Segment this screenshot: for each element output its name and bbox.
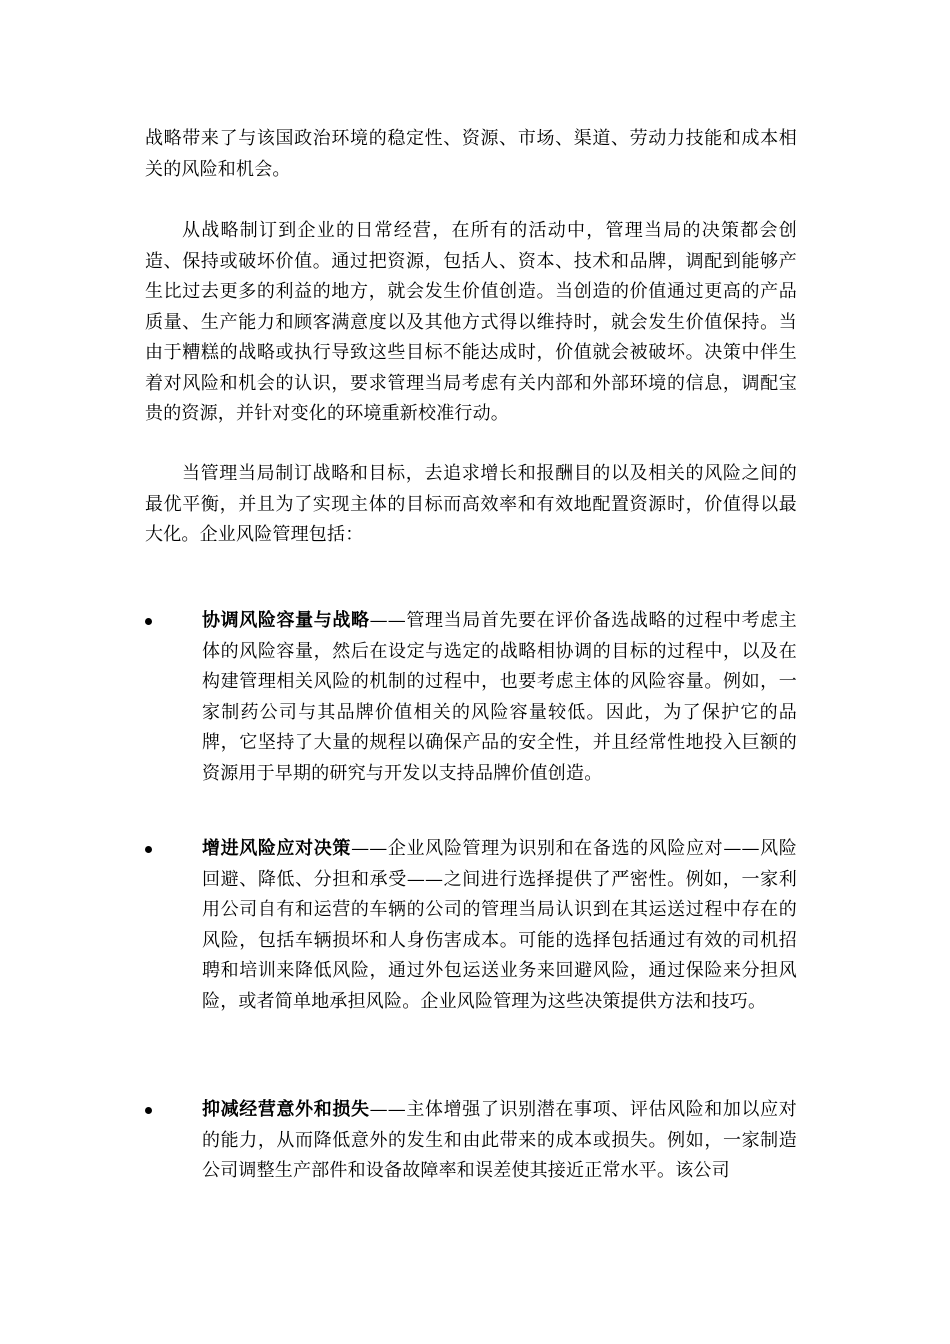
bullet-title: 增进风险应对决策 [202, 838, 352, 859]
bullet-body: ——企业风险管理为识别和在备选的风险应对——风险回避、降低、分担和承受——之间进行选择提供了严密性。例如，一家利用公司自有和运营的车辆的公司的管理当局认识到在其运送过程中存在的风险，包括车辆损坏和人身伤害成本。可能的选择包括通过有效的司机招聘和培训来降低风险，通过外包运送业务来回避风险，通过保险来分担风险，或者简单地承担风险。企业风险管理为这些决策提供方法和技巧。 [202, 838, 797, 1012]
bullet-item-2 [145, 834, 797, 1017]
bullet-body: ——主体增强了识别潜在事项、评估风险和加以应对的能力，从而降低意外的发生和由此带来的成本或损失。例如，一家制造公司调整生产部件和设备故障率和误差使其接近正常水平。该公司 [202, 1099, 797, 1181]
bullet-item-3 [145, 1095, 797, 1187]
bullet-dot-icon [145, 1107, 152, 1114]
paragraph-3: 当管理当局制订战略和目标，去追求增长和报酬目的以及相关的风险之间的最优平衡，并且为了实现主体的目标而高效率和有效地配置资源时，价值得以最大化。企业风险管理包括： [145, 463, 797, 545]
bullet-text [202, 606, 797, 789]
bullet-title: 抑减经营意外和损失 [202, 1099, 370, 1120]
bullet-text [202, 834, 797, 1017]
paragraph-2: 从战略制订到企业的日常经营，在所有的活动中，管理当局的决策都会创造、保持或破坏价值。通过把资源，包括人、资本、技术和品牌，调配到能够产生比过去更多的利益的地方，就会发生价值创造。当创造的价值通过更高的产品质量、生产能力和顾客满意度以及其他方式得以维持时，就会发生价值保持。当由于糟糕的战略或执行导致这些目标不能达成时，价值就会被破坏。决策中伴生着对风险和机会的认识，要求管理当局考虑有关内部和外部环境的信息，调配宝贵的资源，并针对变化的环境重新校准行动。 [145, 220, 797, 424]
bullet-title: 协调风险容量与战略 [202, 610, 370, 631]
bullet-text [202, 1095, 797, 1187]
bullet-dot-icon [145, 846, 152, 853]
bullet-item-1 [145, 606, 797, 789]
paragraph-1: 战略带来了与该国政治环境的稳定性、资源、市场、渠道、劳动力技能和成本相关的风险和机会。 [145, 128, 797, 180]
bullet-dot-icon [145, 618, 152, 625]
bullet-body: ——管理当局首先要在评价备选战略的过程中考虑主体的风险容量，然后在设定与选定的战略相协调的目标的过程中，以及在构建管理相关风险的机制的过程中，也要考虑主体的风险容量。例如，一家制药公司与其品牌价值相关的风险容量较低。因此，为了保护它的品牌，它坚持了大量的规程以确保产品的安全性，并且经常性地投入巨额的资源用于早期的研究与开发以支持品牌价值创造。 [202, 610, 797, 784]
